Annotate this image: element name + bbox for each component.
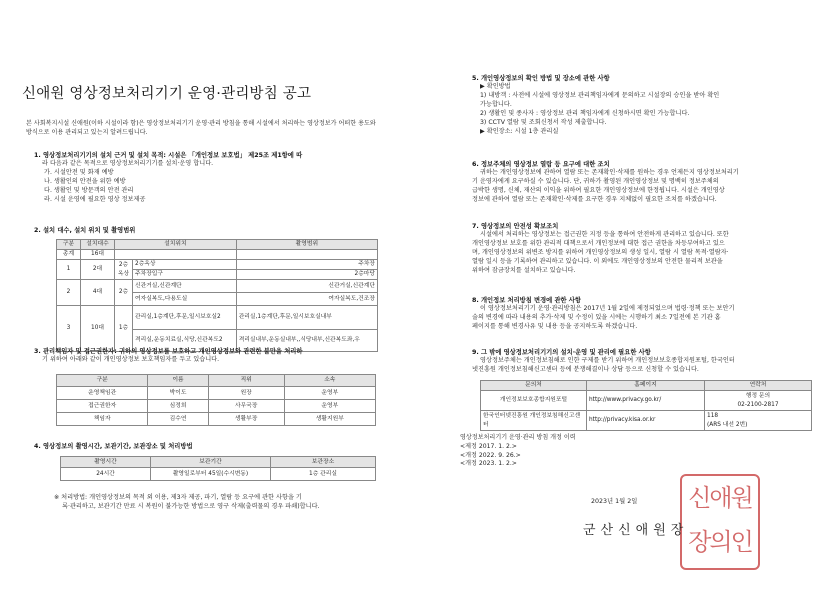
section-2-title: 2. 설치 대수, 설치 위치 및 촬영범위 [34,227,136,234]
section-9: 9. 그 밖에 영상정보처리기기의 설치·운영 및 관리에 필요한 사항 영상정보주체는 개인정보침해로 인한 구제를 받기 위하여 개인정보보호종합지원포털, 한국인터 넷진흥원 개인정보침해신고센터 등에 분쟁해결이나 상담 등으로 신청할 수 있습니다. [472,348,817,375]
section-2 [34,226,135,235]
section-5: 5. 개인영상정보의 확인 방법 및 장소에 관한 사항 ▶ 확인방법 1) 내방객 : 사전에 시설에 영상정보 관리책임자에게 문의하고 시설장의 승인을 받아 확인 가능합니다. 2) 생활인 및 종사자 : 영상정보 관리 책임자에게 신청하시면 확인 가능합니다. 3) CCTV 열람 및 조회신청서 작성 제출합니다. ▶ 확인장소: 시설 1층 관리실 [472,74,817,137]
table-row: 2 4대 2층 신관거실,신관계단 신관거실,신관계단 [57,280,378,293]
table-row: 개인정보보호종합지원포털 http://www.privacy.go.kr/ 행정 문의 02-2100-2817 [481,391,812,411]
section-3-title: 3. 관리책임자 및 접근권한자: 귀하의 영상정보를 보호하고 개인영상정보와 관련한 불만을 처리하 [34,348,303,355]
table-cell: 총계 [57,250,81,260]
table-row: 1 2대 2층 옥상 2층옥상 주차장 [57,260,378,270]
table-row: 한국인터넷진흥원 개인정보침해신고센터 http://privacy.kisa.or.kr 118 (ARS 내선 2번) [481,411,812,431]
revision-history: 영상정보처리기기 운영·관리 방침 개정 이력 <제정 2017. 1. 2.> <개정 2022. 9. 26.> <개정 2023. 1. 2.> [460,434,576,468]
intro-text: 본 사회복지시설 신애원(이하 시설이라 함)은 영상정보처리기기 운영·관리 방침을 통해 시설에서 처리하는 영상정보가 어떠한 용도와 방식으로 이용 관리되고 있는지 알려드립니다. [26,120,376,136]
table-row: 3 10대 1층 관리실,1층계단,후문,일시보호실2 관리실,1층계단,후문,일시보호실내부 [57,306,378,330]
manager-table: 구분 이름 직위 소속 운영책임관 박이도 원장 운영부 접근권한자 심정희 사무국장 운영부 책임자 김수연 생활부장 생활지원부 [56,374,376,426]
section-4-title: 4. 영상정보의 촬영시간, 보관기간, 보관장소 및 처리방법 [34,443,193,450]
th: 설치대수 [81,240,115,250]
section-1-cont: 라 다음과 같은 목적으로 영상정보처리기기를 설치·운영 합니다. [42,160,214,168]
table-row: 책임자 김수연 생활부장 생활지원부 [57,413,376,426]
list-item: 라. 시설 운영에 필요한 영상 정보제공 [44,196,146,204]
section-3 [34,347,396,365]
th: 촬영범위 [236,240,377,250]
section-8: 8. 개인정보 처리방침 변경에 관한 사항 이 영상정보처리기기 운영·관리방침은 2017년 1월 2일에 제정되었으며 법령·정책 또는 보안기 술의 변경에 따라 내용의 추가·삭제 및 수정이 있을 시에는 시행하기 최소 7일전에 본 기관 홈 페이지를 통해 변경사유 및 내용 등을 공지하도록 하겠습니다. [472,296,817,332]
list-item: 다. 생활인 및 방문객의 안전 관리 [44,187,134,195]
table-row: 운영책임관 박이도 원장 운영부 [57,387,376,400]
table-cell: 16대 [81,250,115,260]
table-row: 24시간 촬영일로부터 45일(수시변동) 1층 관리실 [61,468,376,481]
table-row: 주차장입구 2층마당 [57,270,378,280]
section-7-title: 7. 영상정보의 안전성 확보조치 [472,223,559,230]
page-title: 신애원 영상정보처리기기 운영·관리방침 공고 [22,86,312,102]
section-3-cont: 기 위하여 아래와 같이 개인영상정보 보호책임자를 두고 있습니다. [42,356,220,364]
th: 설치위치 [115,240,237,250]
table-row: 격리실,운동치료실,식당,신관복도2 격리실내부,운동실내부,,식당내부,신관복도좌,우 [57,330,378,352]
section-4 [34,442,193,451]
install-table [56,239,378,352]
section-1 [34,151,394,205]
list-item: 가. 시설안전 및 화재 예방 [44,169,114,177]
section-5-title: 5. 개인영상정보의 확인 방법 및 장소에 관한 사항 [472,75,610,82]
issue-date: 2023년 1월 2일 [591,498,638,505]
section-6: 6. 정보주체의 영상정보 열람 등 요구에 대한 조치 귀하는 개인영상정보에 관하여 열람 또는 존재확인·삭제를 원하는 경우 언제든지 영상정보처리기 기 운영자에게 요구하실 수 있습니다. 단, 귀하가 촬영된 개인영상정보 및 명백히 정보주체의 급박한 생명, 신체, 재산의 이익을 위하여 필요한 개인영상정보에 한정됩니다. 시설은 개인영상 정보에 관하여 열람 또는 존재확인·삭제를 요구한 경우 지체없이 필요한 조치를 하겠습니다. [472,160,817,205]
section-8-title: 8. 개인정보 처리방침 변경에 관한 사항 [472,297,581,304]
storage-table: 촬영시간 보관기간 보관장소 24시간 촬영일로부터 45일(수시변동) 1층 관리실 [60,456,376,481]
organization-signature: 군산신애원장 [583,523,689,538]
official-seal: 신애원 장의인 [680,474,760,570]
section-4-note: ※ 처리방법: 개인영상정보의 목적 외 이용, 제3자 제공, 파기, 열람 등 요구에 관한 사항을 기 록·관리하고, 보관기간 만료 시 복원이 불가능한 방법으로 영구 삭제(출력물의 경우 파쇄)합니다. [54,494,320,510]
section-7: 7. 영상정보의 안전성 확보조치 시설에서 처리하는 영상정보는 접근권한 지정 등을 통하여 안전하게 관리하고 있습니다. 또한 개인영상정보 보호를 위한 관리적 대책으로서 개인정보에 대한 접근 권한을 차등부여하고 있으 며, 개인영상정보의 위변조 방지를 위하여 개인영상정보의 생성 일시, 열람 시 열람 목적·열람자· 열람 일시 등을 기록하여 관리하고 있습니다. 이 외에도 개인영상정보의 안전한 물리적 보관을 위하여 잠금장치를 설치하고 있습니다. [472,222,817,276]
list-item: 나. 생활인의 안전을 위한 예방 [44,178,126,186]
th: 구분 [57,240,81,250]
section-6-title: 6. 정보주체의 영상정보 열람 등 요구에 대한 조치 [472,161,610,168]
section-1-title: 1. 영상정보처리기기의 설치 근거 및 설치 목적: 시설은 「개인정보 보호법」 제25조 제1항에 따 [34,152,303,159]
contact-table: 문의처 홈페이지 연락처 개인정보보호종합지원포털 http://www.privacy.go.kr/ 행정 문의 02-2100-2817 한국인터넷진흥원 개인정보침해신고센터 http://privacy.kisa.or.kr 118 (ARS 내선 2번) [480,380,812,431]
table-row: 접근권한자 심정희 사무국장 운영부 [57,400,376,413]
section-9-title: 9. 그 밖에 영상정보처리기기의 설치·운영 및 관리에 필요한 사항 [472,349,651,356]
table-row: 여자실복도,다용도실 여자실복도,건조장 [57,293,378,306]
